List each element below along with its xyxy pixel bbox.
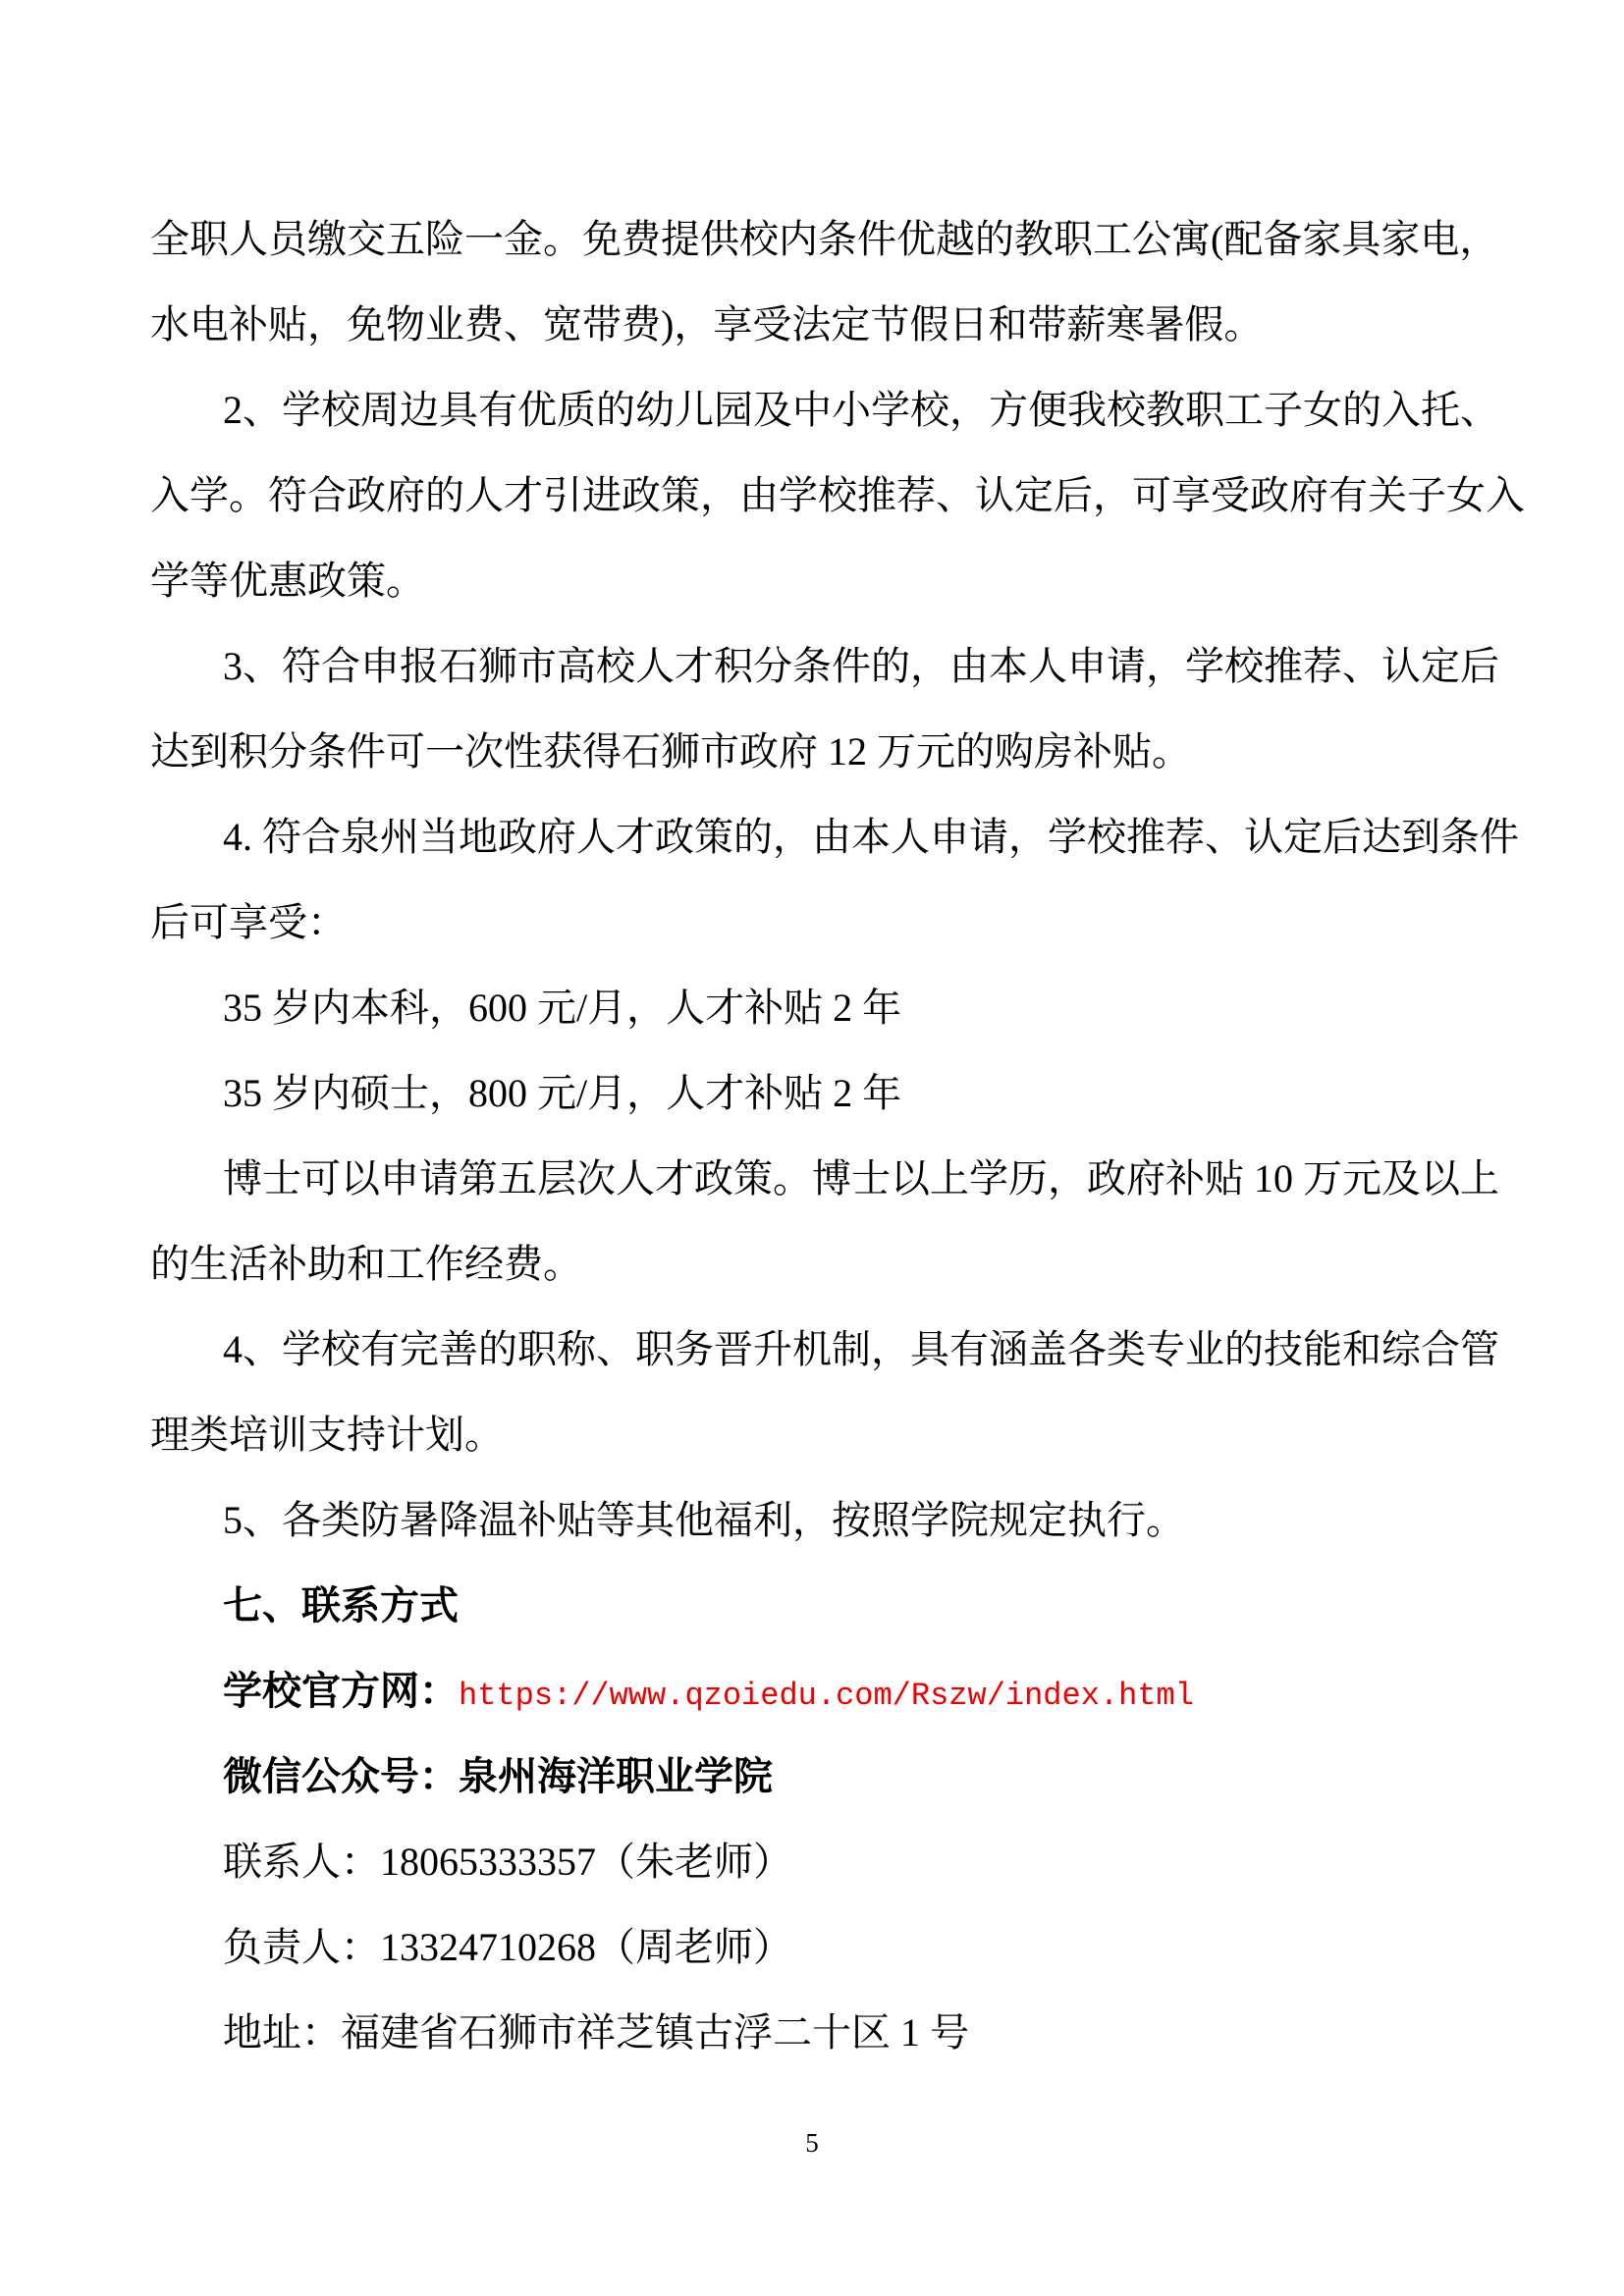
doc-line: 达到积分条件可一次性获得石狮市政府 12 万元的购房补贴。 — [150, 729, 1191, 774]
doc-line: 水电补贴，免物业费、宽带费)，享受法定节假日和带薪寒暑假。 — [150, 302, 1264, 347]
doc-line: 入学。符合政府的人才引进政策，由学校推荐、认定后，可享受政府有关子女入 — [150, 473, 1525, 517]
doc-line: 的生活补助和工作经费。 — [150, 1242, 582, 1286]
website-url-link[interactable]: https://www.qzoiedu.com/Rszw/index.html — [459, 1678, 1194, 1714]
doc-line-item-5: 5、各类防暑降温补贴等其他福利，按照学院规定执行。 — [223, 1498, 1185, 1542]
doc-line-item-4: 4. 符合泉州当地政府人才政策的，由本人申请，学校推荐、认定后达到条件 — [223, 815, 1519, 859]
doc-line-subsidy-doctor: 博士可以申请第五层次人才政策。博士以上学历，政府补贴 10 万元及以上 — [223, 1156, 1499, 1201]
doc-line: 后可享受： — [150, 900, 347, 944]
doc-line: 学等优惠政策。 — [150, 559, 425, 603]
doc-line-item-4b: 4、学校有完善的职称、职务晋升机制，具有涵盖各类专业的技能和综合管 — [223, 1327, 1499, 1371]
document-body — [150, 196, 1525, 2075]
doc-line: 全职人员缴交五险一金。免费提供校内条件优越的教职工公寓(配备家具家电， — [150, 217, 1499, 261]
doc-line-subsidy-master: 35 岁内硕士，800 元/月，人才补贴 2 年 — [223, 1071, 902, 1115]
section-heading-contact: 七、联系方式 — [223, 1583, 459, 1628]
doc-line-item-3: 3、符合申报石狮市高校人才积分条件的，由本人申请，学校推荐、认定后 — [223, 644, 1499, 688]
page-number: 5 — [805, 2128, 819, 2158]
website-label: 学校官方网： — [223, 1669, 459, 1713]
responsible-person-line: 负责人：13324710268（周老师） — [223, 1925, 792, 1969]
address-line: 地址：福建省石狮市祥芝镇古浮二十区 1 号 — [223, 2010, 969, 2055]
doc-line-item-2: 2、学校周边具有优质的幼儿园及中小学校，方便我校教职工子女的入托、 — [223, 388, 1499, 432]
contact-person-line: 联系人：18065333357（朱老师） — [223, 1840, 792, 1884]
doc-line-subsidy-bachelor: 35 岁内本科，600 元/月，人才补贴 2 年 — [223, 986, 902, 1030]
doc-line: 理类培训支持计划。 — [150, 1413, 504, 1457]
website-line — [150, 1648, 1486, 1734]
wechat-account-line: 微信公众号：泉州海洋职业学院 — [223, 1754, 773, 1798]
